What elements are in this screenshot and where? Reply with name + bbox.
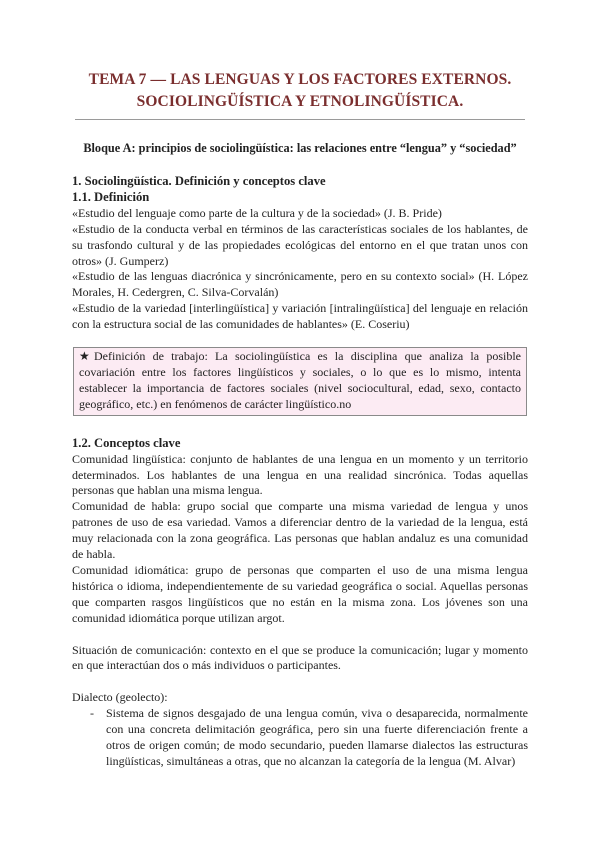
spacer: [72, 674, 528, 690]
list-item: [72, 706, 528, 770]
bloque-heading: Bloque A: principios de sociolingüística: las relaciones entre “lengua” y “sociedad”: [83, 141, 517, 155]
spacer: [72, 416, 528, 436]
document-title: [40, 69, 560, 113]
definition-paragraph: «Estudio del lenguaje como parte de la cultura y de la sociedad» (J. B. Pride): [72, 205, 442, 220]
situacion-paragraph: Situación de comunicación: contexto en el que se produce la comunicación; lugar y momento en que interactúan dos o más individuos o participantes.: [72, 642, 528, 673]
document-body: [72, 174, 528, 770]
subsection-heading-conceptos: 1.2. Conceptos clave: [72, 435, 181, 450]
definition-paragraph: «Estudio de la variedad [interlingüística] y variación [intralingüística] del lenguaje en relación con la estructura social de las comunidades de hablantes» (E. Coseriu): [72, 301, 528, 332]
concept-paragraph: Comunidad de habla: grupo social que comparte una misma variedad de lengua y unos patrones de uso de esa variedad. Vamos a diferenciar dentro de la variedad de la lengua, está muy relacionada con la zona geográfica. Las personas que hablan andaluz es una comunidad de habla.: [72, 499, 528, 562]
title-line-1: TEMA 7 — LAS LENGUAS Y LOS FACTORES EXTERNOS.: [88, 71, 512, 88]
subsection-heading-definicion: 1.1. Definición: [72, 189, 150, 204]
list-item-text: Sistema de signos desgajado de una lengua común, viva o desaparecida, normalmente con una concreta delimitación geográfica, pero sin una fuerte diferenciación frente a otros de origen común; de modo secundario, pueden llamarse dialectos las estructuras lingüísticas, simultáneas a otras, que no alcanzan la categoría de la lengua (M. Alvar): [106, 706, 528, 768]
section-heading: 1. Sociolingüística. Definición y conceptos clave: [72, 174, 326, 188]
dash-bullet: -: [90, 706, 94, 721]
working-definition-box: ★Definición de trabajo: La sociolingüística es la disciplina que analiza la posible covariación entre los factores lingüísticos y sociales, o lo que es lo mismo, intenta establecer la importancia de factores sociales (nivel sociocultural, edad, sexo, contacto geográfico, etc.) en fenómenos de carácter lingüístico.no: [73, 347, 527, 416]
definition-paragraph: «Estudio de la conducta verbal en términos de las características sociales de los hablantes, de su trasfondo cultural y de las propiedades ecológicas del entorno en el que tratan unos con otros» (J. Gumperz): [72, 221, 528, 268]
spacer: [72, 627, 528, 643]
definition-paragraph: «Estudio de las lenguas diacrónica y sincrónicamente, pero en su contexto social» (H. López Morales, H. Cedergren, C. Silva-Corvalán): [72, 269, 528, 300]
title-divider: [75, 119, 525, 120]
dialecto-list: [72, 706, 528, 770]
title-line-2: SOCIOLINGÜÍSTICA Y ETNOLINGÜÍSTICA.: [136, 93, 464, 110]
concept-paragraph: Comunidad lingüística: conjunto de hablantes de una lengua en un momento y un territorio determinados. Los hablantes de una lengua en una realidad sincrónica. Todas aquellas personas que hablan una misma lengua.: [72, 451, 528, 498]
dialecto-label: Dialecto (geolecto):: [72, 690, 168, 705]
concept-paragraph: Comunidad idiomática: grupo de personas que comparten el uso de una misma lengua histórica o idioma, independientemente de su variedad geográfica o social. Aquellas personas que comparten rasgos lingüísticos que no están en la misma zona. Los jóvenes son una comunidad idiomática porque utilizan argot.: [72, 562, 528, 625]
